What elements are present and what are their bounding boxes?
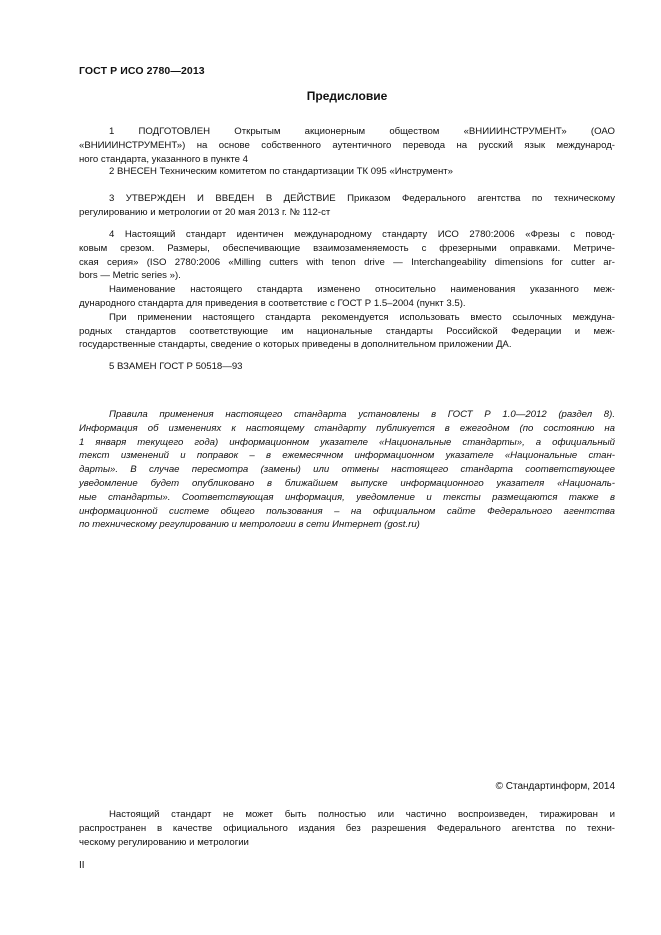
text-line: Наименование настоящего стандарта изменено относительно наименования указанного меж- xyxy=(109,284,615,296)
preface-item-4 xyxy=(79,228,615,352)
text-line: государственные стандарты, сведение о которых приведены в дополнительном приложении ДА. xyxy=(79,339,512,351)
page-title: Предисловие xyxy=(306,89,388,103)
text-line: «ВНИИИНСТРУМЕНТ») на основе собственного аутентичного перевода на русский язык международ- xyxy=(79,139,615,151)
text-line: Настоящий стандарт не может быть полностью или частично воспроизведен, тиражирован и xyxy=(109,809,615,820)
text-line: ные стандарты». Соответствующая информация, уведомление и тексты размещаются также в xyxy=(79,491,615,503)
copyright-notice: © Стандартинформ, 2014 xyxy=(495,781,615,792)
text-line: регулированию и метрологии от 20 мая 2013 г. № 112-ст xyxy=(79,206,331,218)
reproduction-notice xyxy=(79,808,615,849)
page-number: II xyxy=(79,860,85,871)
text-line: уведомление будет опубликовано в ближайшем выпуске информационного указателя «Националь- xyxy=(79,477,615,489)
text-line: родных стандартов соответствующие им национальные стандарты Российской Федерации и меж- xyxy=(79,325,615,337)
text-line: 4 Настоящий стандарт идентичен международному стандарту ИСО 2780:2006 «Фрезы с повод- xyxy=(109,229,615,240)
text-line: распространен в качестве официального издания без разрешения Федерального агентства по техни- xyxy=(79,822,615,834)
text-line: информационной системе общего пользования – на официальном сайте Федерального агентства xyxy=(79,505,615,517)
text-line: дарты». В случае пересмотра (замены) или отмены настоящего стандарта соответствующее xyxy=(79,464,615,476)
text-line: 5 ВЗАМЕН ГОСТ Р 50518—93 xyxy=(109,361,243,372)
text-line: ческому регулированию и метрологии xyxy=(79,836,249,848)
text-line: 1 ПОДГОТОВЛЕН Открытым акционерным обществом «ВНИИИНСТРУМЕНТ» (ОАО xyxy=(109,126,615,137)
application-rules-notice xyxy=(79,408,615,532)
text-line: дународного стандарта для приведения в соответствие с ГОСТ Р 1.5–2004 (пункт 3.5). xyxy=(79,297,466,309)
preface-item-3 xyxy=(79,192,615,220)
preface-item-5 xyxy=(79,360,615,374)
text-line: 3 УТВЕРЖДЕН И ВВЕДЕН В ДЕЙСТВИЕ Приказом Федерального агентства по техническому xyxy=(109,193,615,204)
preface-item-2 xyxy=(79,165,615,179)
text-line: 2 ВНЕСЕН Техническим комитетом по стандартизации ТК 095 «Инструмент» xyxy=(109,166,453,177)
text-line: по техническому регулированию и метрологии в сети Интернет (gost.ru) xyxy=(79,519,420,531)
text-line: 1 января текущего года) информационном указателе «Национальные стандарты», а официальный xyxy=(79,436,615,448)
text-line: Информация об изменениях к настоящему стандарту публикуется в ежегодном (по состоянию на xyxy=(79,422,615,434)
document-page xyxy=(79,0,615,935)
preface-item-1 xyxy=(79,125,615,166)
text-line: текст изменений и поправок – в ежемесячном информационном указателе «Национальные стан- xyxy=(79,450,615,462)
text-line: ская серия» (ISO 2780:2006 «Milling cutters with tenon drive — Interchangeability dimensions for cutter ar- xyxy=(79,256,615,268)
text-line: При применении настоящего стандарта рекомендуется использовать вместо ссылочных междуна- xyxy=(109,311,615,323)
text-line: Правила применения настоящего стандарта установлены в ГОСТ Р 1.0—2012 (раздел 8). xyxy=(109,409,615,420)
text-line: ного стандарта, указанного в пункте 4 xyxy=(79,153,249,165)
text-line: bors — Metric series »). xyxy=(79,270,181,282)
text-line: ковым срезом. Размеры, обеспечивающие взаимозаменяемость с фрезерными оправками. Метриче- xyxy=(79,242,615,254)
document-code: ГОСТ Р ИСО 2780—2013 xyxy=(79,65,205,77)
